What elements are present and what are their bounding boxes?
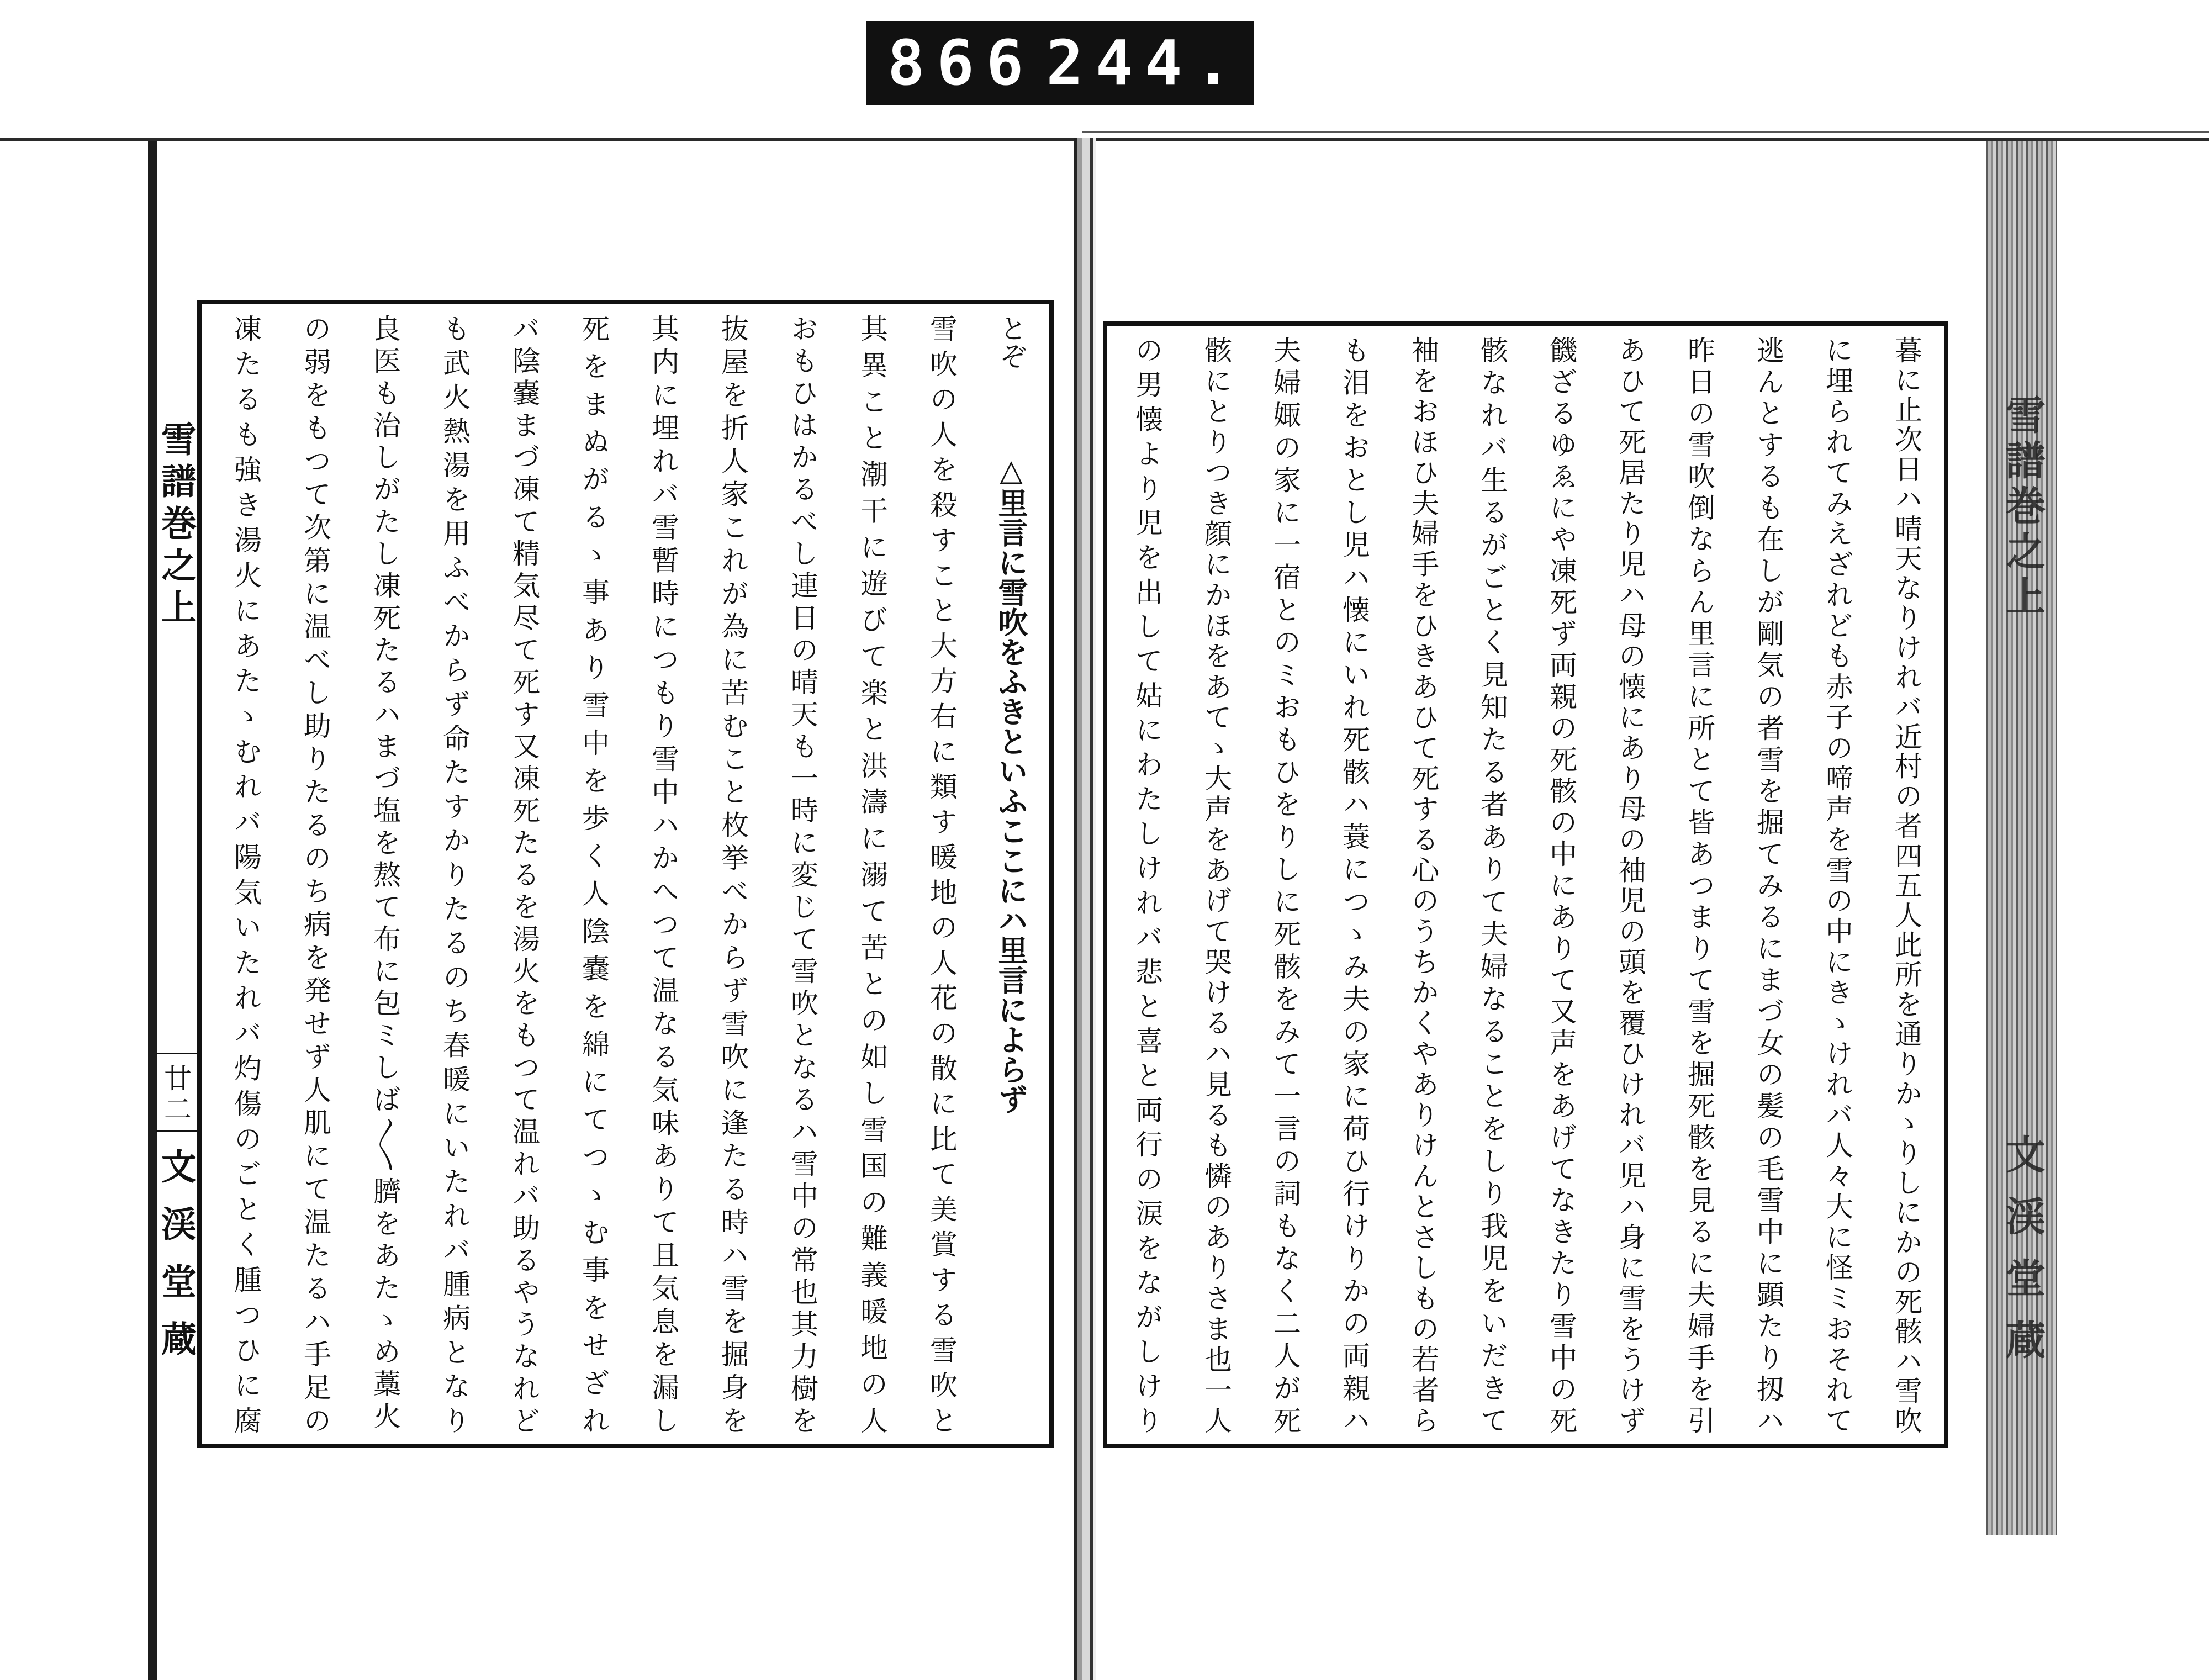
edge-book-title: 雪譜巻之上	[1999, 394, 2046, 621]
edge-publisher: 文渓堂蔵	[1999, 1134, 2046, 1381]
text-column: 饑ざるゆゑにや凍死ず両親の死骸の中にありて又声をあげてなきたり雪中の死	[1545, 336, 1577, 1434]
text-column: 凍たるも強き湯火にあたゝむれバ陽気いたれバ灼傷のごとく腫つひに腐	[230, 314, 262, 1434]
text-column: 其内に埋れバ雪暫時につもり雪中ハかへつて温なる気味ありて且気息を漏し	[647, 314, 679, 1434]
margin-book-title: 雪譜巻之上	[155, 421, 197, 631]
text-column: あひて死居たり児ハ母の懐にあり母の袖児の頭を覆ひけれバ児ハ身に雪をうけず	[1614, 336, 1646, 1434]
text-column: も泪をおとし児ハ懐にいれ死骸ハ蓑につゝみ夫の家に荷ひ行けりかの両親ハ	[1338, 336, 1370, 1434]
left-text-frame	[197, 300, 1054, 1448]
section-note: △里言に雪吹をふきといふここにハ里言によらず	[993, 452, 1029, 1114]
accession-number-left: 866	[887, 27, 1036, 99]
book-gutter	[1074, 138, 1096, 1680]
text-column: 其異こと潮干に遊びて楽と洪濤に溺て苦との如し雪国の難義暖地の人	[856, 314, 888, 1434]
text-column: おもひはかるべし連日の晴天も一時に変じて雪吹となるハ雪中の常也其力樹を	[786, 314, 818, 1434]
closing-words: とぞ	[995, 314, 1027, 369]
text-column: 夫婦娵の家に一宿とのミおもひをりしに死骸をみて一言の詞もなく二人が死	[1269, 336, 1301, 1434]
folio-number: 廿二	[160, 1064, 192, 1126]
text-column: の弱をもつて次第に温べし助りたるのち病を発せず人肌にて温たるハ手足の	[299, 314, 331, 1434]
text-column: の男懐より児を出して姑にわたしけれバ悲と喜と両行の涙をながしけり	[1131, 336, 1163, 1434]
text-column: も武火熱湯を用ふべからず命たすかりたるのち春暖にいたれバ腫病となり	[438, 314, 471, 1434]
text-column: 雪吹の人を殺すこと大方右に類す暖地の人花の散に比て美賞する雪吹と	[926, 314, 958, 1434]
text-column: 骸なれバ生るがごとく見知たる者ありて夫婦なることをしり我児をいだきて	[1476, 336, 1508, 1434]
text-column: 暮に止次日ハ晴天なりけれバ近村の者四五人此所を通りかゝりしにかの死骸ハ雪吹	[1890, 336, 1922, 1434]
section-heading-column	[976, 314, 1046, 1434]
accession-number-right: 244.	[1046, 27, 1244, 99]
text-column: 抜屋を折人家これが為に苦むこと枚挙べからず雪吹に逢たる時ハ雪を掘身を	[717, 314, 749, 1434]
margin-publisher: 文渓堂蔵	[155, 1148, 197, 1378]
margin-divider	[156, 1130, 197, 1132]
text-column: バ陰嚢まづ凍て精気尽て死す又凍死たるを湯火をもつて温れバ助るやうなれど	[508, 314, 540, 1434]
text-column: に埋られてみえざれども赤子の啼声を雪の中にきゝけれバ人々大に怪ミおそれて	[1821, 336, 1853, 1434]
text-column: 骸にとりつき顔にかほをあてゝ大声をあげて哭けるハ見るも憐のありさま也一人	[1200, 336, 1232, 1434]
scan-rule-upper	[1082, 131, 2209, 133]
text-column: 昨日の雪吹倒ならん里言に所とて皆あつまりて雪を掘死骸を見るに夫婦手を引	[1683, 336, 1715, 1434]
text-column: 良医も治しがたし凍死たるハまづ塩を熬て布に包ミしば〳〵臍をあたゝめ藁火	[369, 314, 401, 1434]
text-column: 逃んとするも在しが剛気の者雪を掘てみるにまづ女の髪の毛雪中に顕たり扨ハ	[1752, 336, 1784, 1434]
text-column: 袖をおほひ夫婦手をひきあひて死する心のうちかくやありけんとさしもの若者ら	[1407, 336, 1439, 1434]
text-column: 死をまぬがるゝ事あり雪中を歩く人陰嚢を綿にてつゝむ事をせざれ	[578, 314, 610, 1434]
margin-divider	[156, 1053, 197, 1054]
accession-label	[866, 21, 1254, 105]
right-text-frame	[1103, 321, 1948, 1448]
